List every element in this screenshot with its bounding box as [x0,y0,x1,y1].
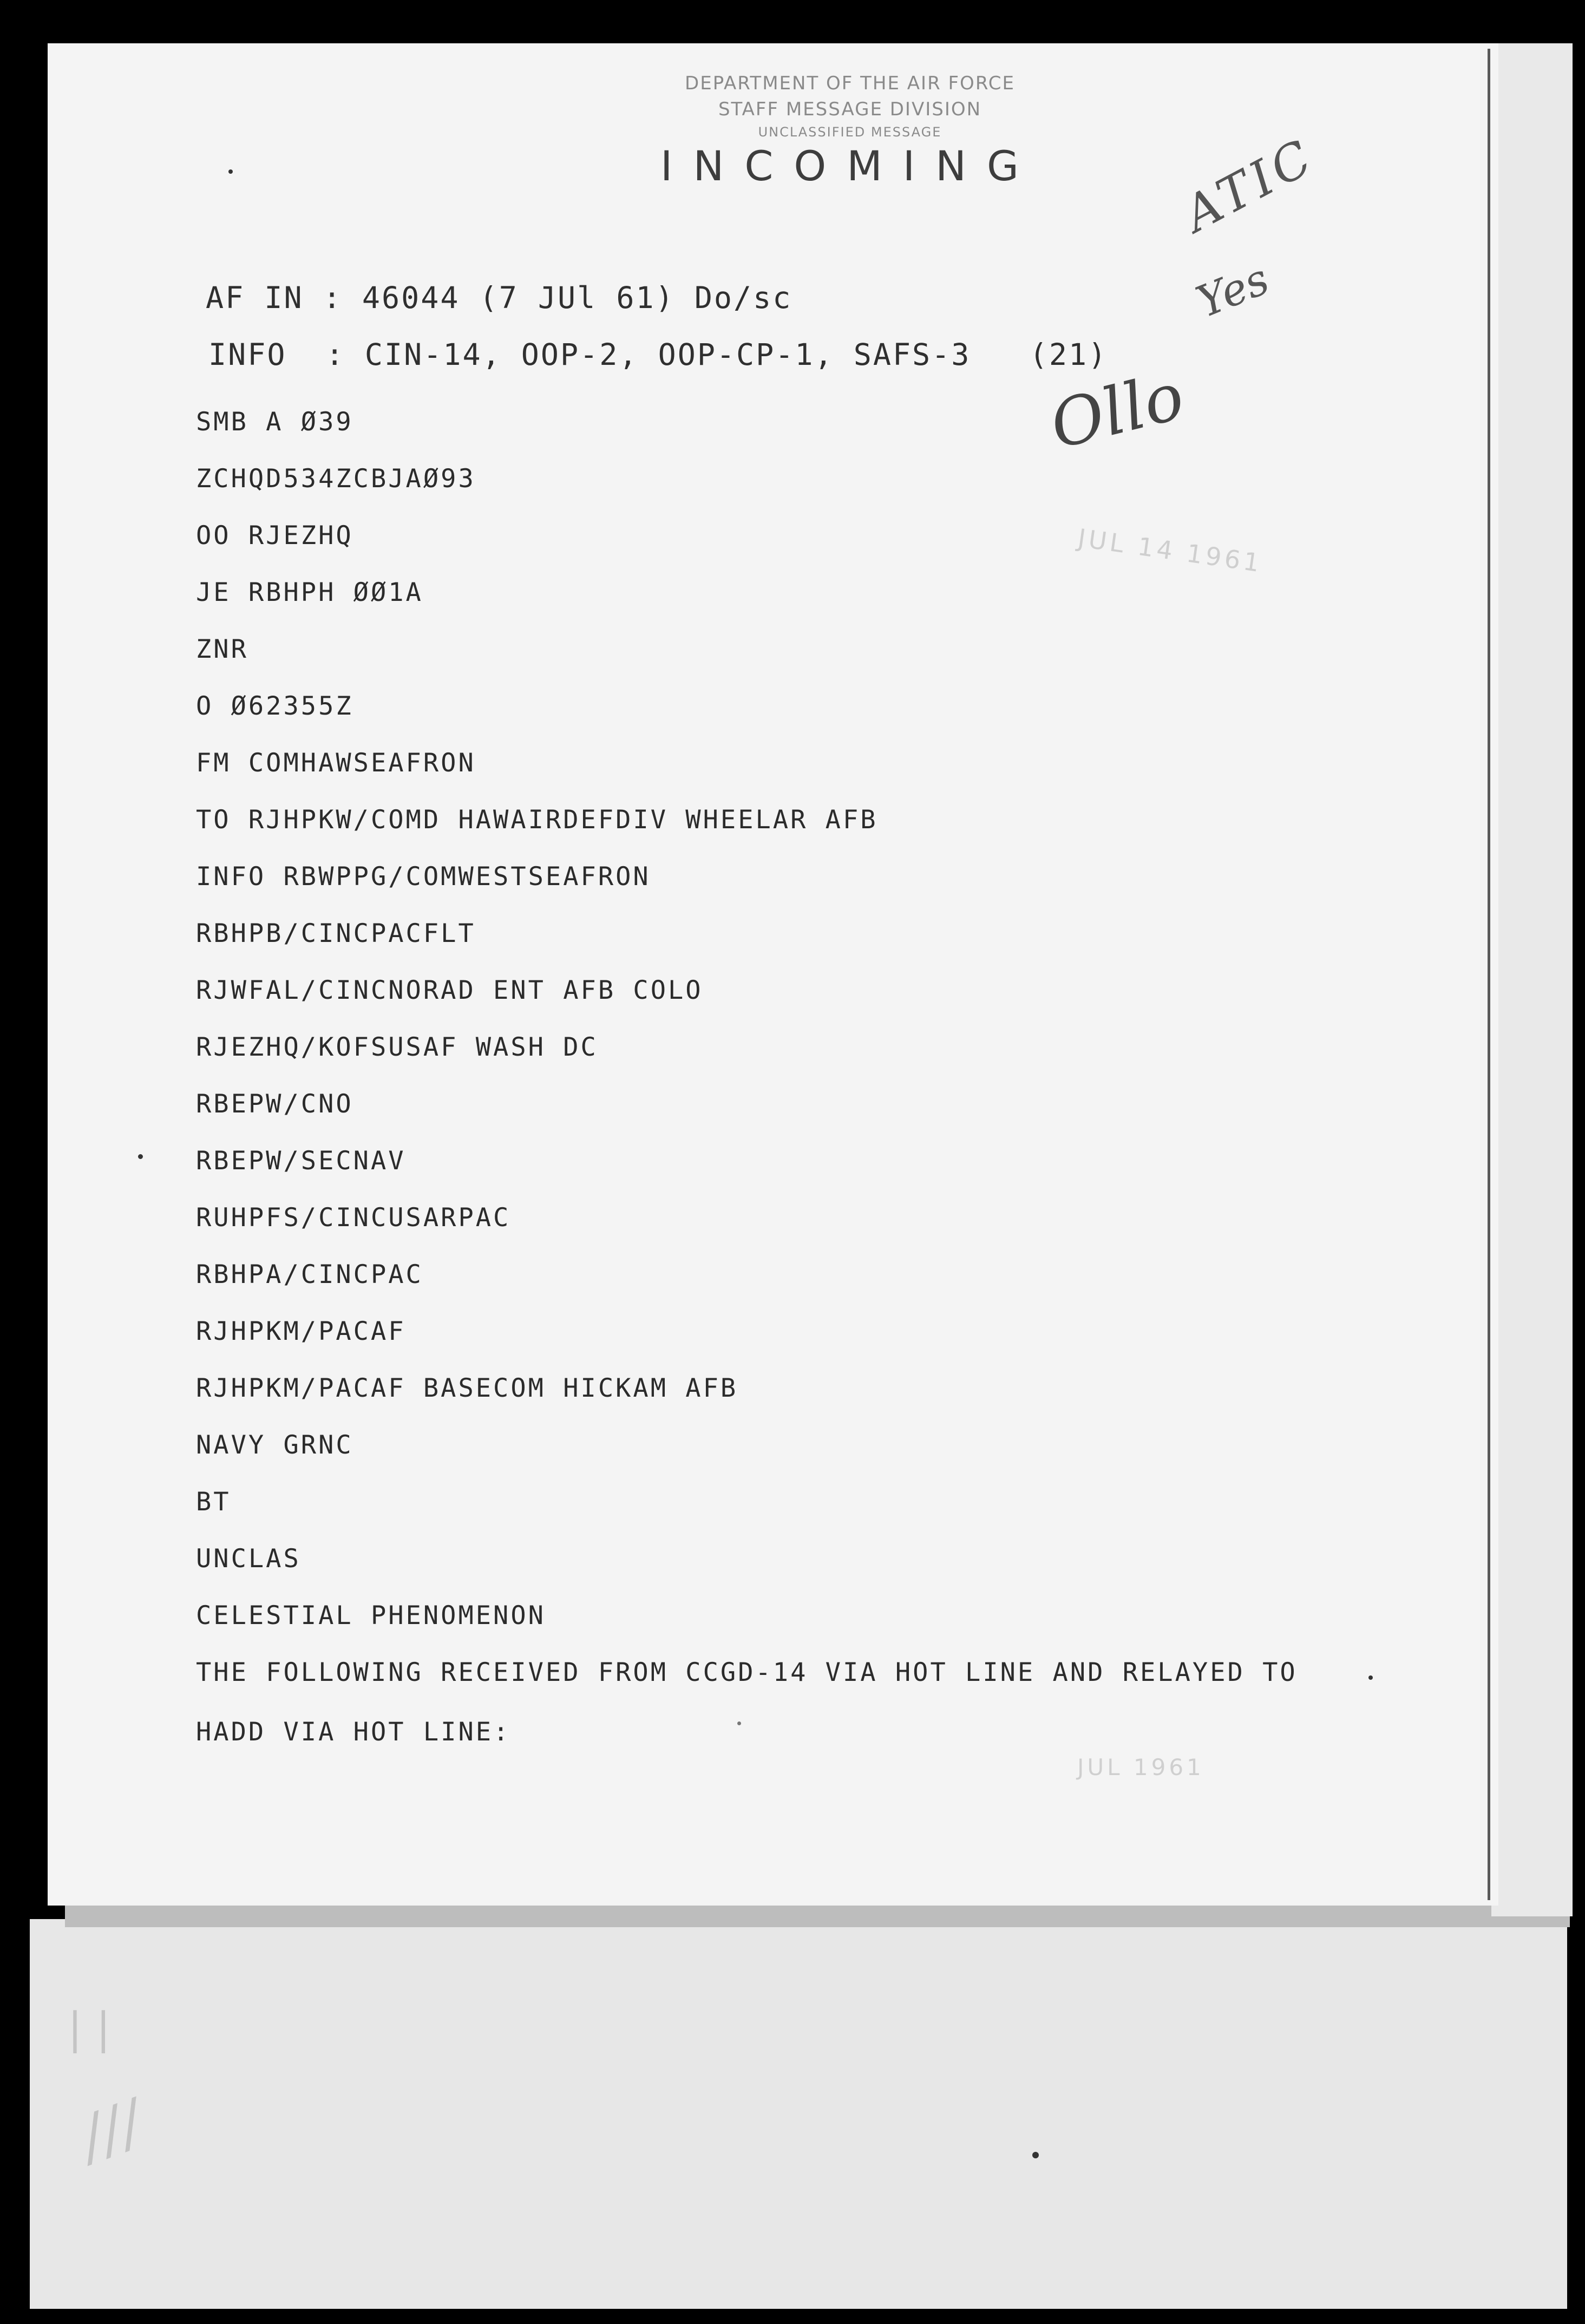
message-line: FM COMHAWSEAFRON [196,748,476,778]
message-line: ZNR [196,634,248,664]
message-line: INFO RBWPPG/COMWESTSEAFRON [196,862,651,892]
faded-date-stamp: JUL 14 1961 [1076,523,1265,578]
speck-mark [1032,2152,1039,2158]
classification-label: UNCLASSIFIED MESSAGE [758,125,942,140]
info-distribution-line: INFO : CIN-14, OOP-2, OOP-CP-1, SAFS-3 (21) [208,337,1108,372]
message-line: HADD VIA HOT LINE: [196,1717,511,1747]
film-scratch-mark: | | [68,2003,111,2053]
message-line: RJHPKM/PACAF BASECOM HICKAM AFB [196,1373,738,1403]
division-title: STAFF MESSAGE DIVISION [718,99,982,120]
message-line: RUHPFS/CINCUSARPAC [196,1203,511,1233]
paper-right-margin [1491,43,1573,1916]
message-header [552,70,1148,191]
speck-mark [737,1721,741,1725]
message-line: NAVY GRNC [196,1430,353,1460]
message-line: SMB A Ø39 [196,407,353,437]
handwritten-atic-note: ATIC [1175,127,1325,244]
handwritten-yes-note: Yes [1189,253,1276,328]
message-line: BT [196,1487,231,1517]
af-in-line: AF IN : 46044 (7 JUl 61) Do/sc [206,280,792,315]
film-scratch-mark: /// [71,2086,152,2173]
message-line: RBHPB/CINCPACFLT [196,919,476,948]
speck-mark [138,1154,143,1159]
speck-mark [228,169,233,174]
message-line: JE RBHPH ØØ1A [196,578,423,607]
message-line: RJHPKM/PACAF [196,1317,406,1346]
message-line: CELESTIAL PHENOMENON [196,1601,546,1631]
message-line: TO RJHPKW/COMD HAWAIRDEFDIV WHEELAR AFB [196,805,878,835]
message-line: UNCLAS [196,1544,301,1574]
faded-bottom-stamp: JUL 1961 [1077,1754,1204,1780]
handwritten-initials: Ollo [1043,358,1191,464]
page-edge-line [1488,49,1490,1900]
department-title: DEPARTMENT OF THE AIR FORCE [685,73,1015,94]
incoming-title: INCOMING [660,142,1039,190]
message-line: THE FOLLOWING RECEIVED FROM CCGD-14 VIA HOT LINE AND RELAYED TO [196,1658,1298,1687]
speck-mark [1368,1675,1373,1680]
message-line: O Ø62355Z [196,691,353,721]
message-line: RBEPW/SECNAV [196,1146,406,1176]
message-line: RBEPW/CNO [196,1089,353,1119]
message-line: RJWFAL/CINCNORAD ENT AFB COLO [196,976,703,1005]
message-line: OO RJEZHQ [196,521,353,551]
paper-bottom-shadow [65,1903,1570,1927]
film-lower-area [30,1919,1567,2309]
message-line: RBHPA/CINCPAC [196,1260,423,1289]
message-line: RJEZHQ/KOFSUSAF WASH DC [196,1032,598,1062]
message-line: ZCHQD534ZCBJAØ93 [196,464,476,494]
